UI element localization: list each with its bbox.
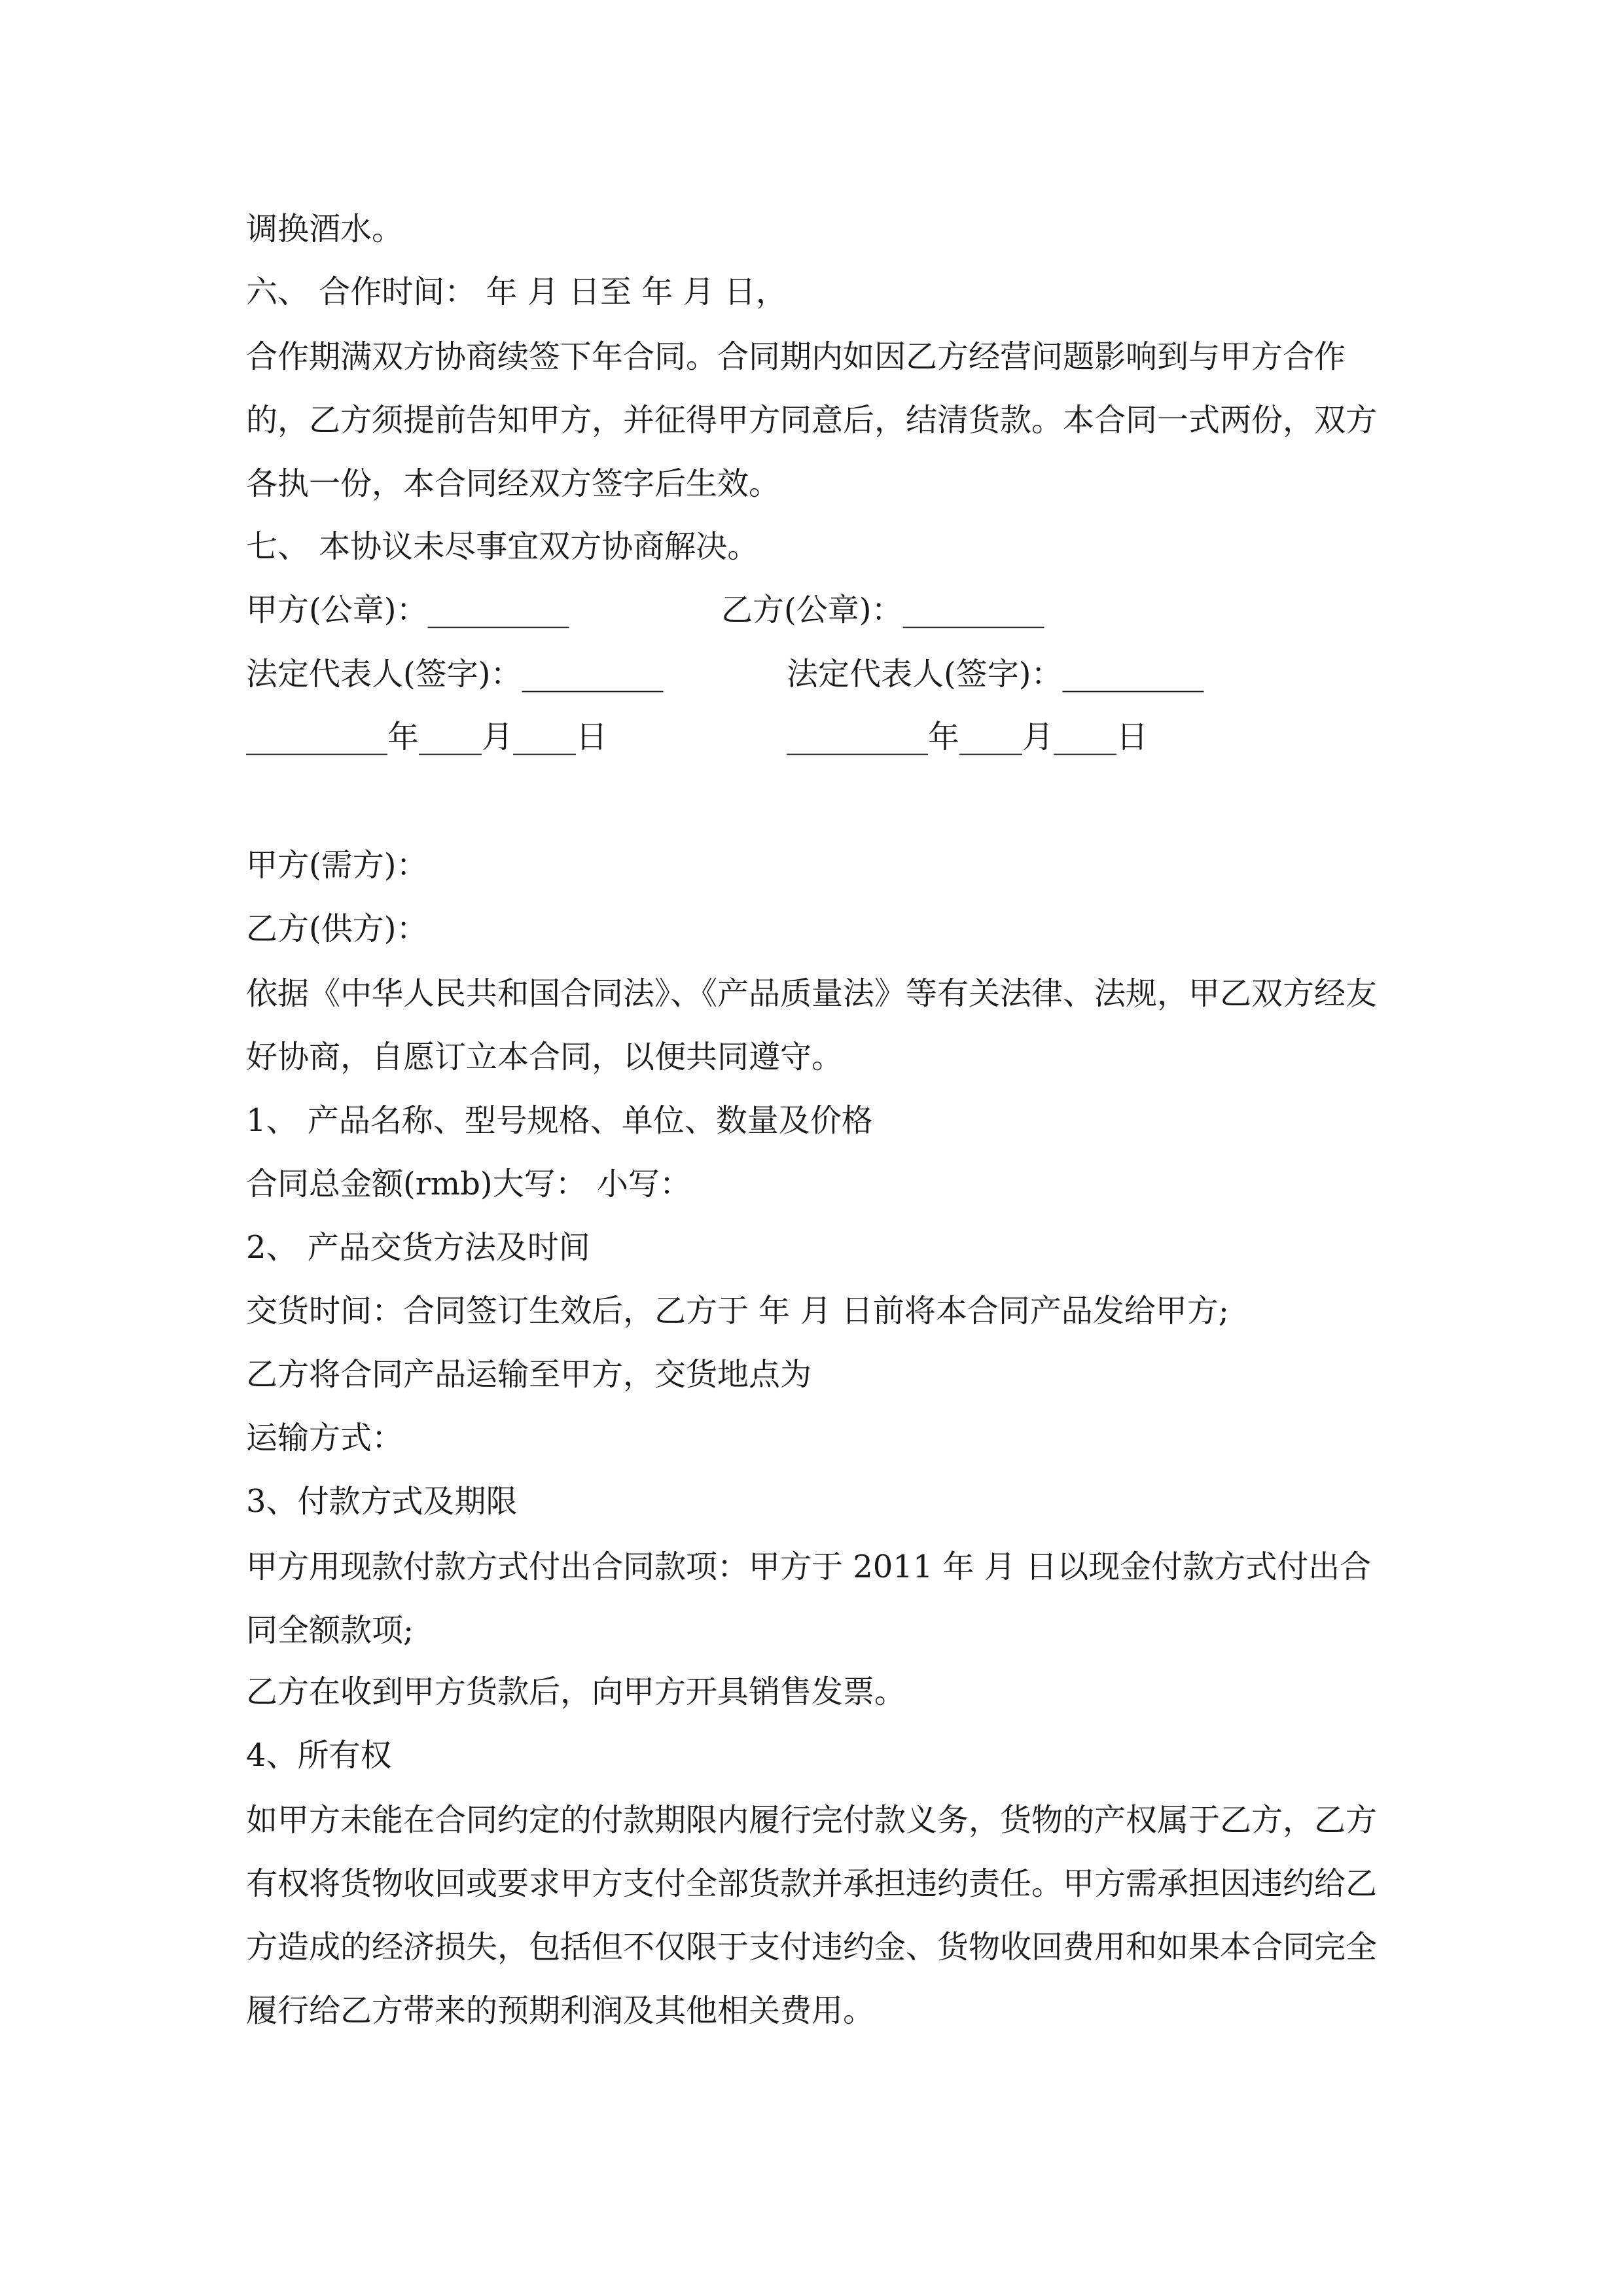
section-7: 七、 本协议未尽事宜双方协商解决。 — [246, 528, 759, 565]
clause-2-place: 乙方将合同产品运输至甲方，交货地点为 — [246, 1356, 812, 1393]
clause-4-heading: 4、所有权 — [246, 1737, 392, 1774]
section-6-heading: 六、 合作时间： 年 月 日至 年 月 日， — [246, 274, 787, 310]
section-6-body: 合作期满双方协商续签下年合同。合同期内如因乙方经营问题影响到与甲方合作的，乙方须提前告知甲方，并征得甲方同意后，结清货款。本合同一式两份，双方各执一份，本合同经双方签字后生效。 — [246, 338, 1378, 502]
party-b-rep: 法定代表人(签字)：_________ — [787, 656, 1204, 692]
intro-paragraph: 依据《中华人民共和国合同法》、《产品质量法》等有关法律、法规，甲乙双方经友好协商，自愿订立本合同，以便共同遵守。 — [246, 975, 1378, 1075]
clause-1-amount: 合同总金额(rmb)大写： 小写： — [246, 1166, 691, 1202]
clause-3-body: 甲方用现款付款方式付出合同款项：甲方于 2011 年 月 日以现金付款方式付出合同全额款项; — [246, 1549, 1372, 1649]
party-a-rep: 法定代表人(签字)：_________ — [246, 656, 664, 692]
party-a-date: _________年____月____日 — [246, 719, 608, 755]
clause-2-time: 交货时间：合同签订生效后，乙方于 年 月 日前将本合同产品发给甲方; — [246, 1293, 1229, 1329]
clause-2-transport: 运输方式： — [246, 1420, 404, 1456]
paragraph-top: 调换酒水。 — [246, 211, 404, 247]
clause-3-invoice: 乙方在收到甲方货款后，向甲方开具销售发票。 — [246, 1674, 906, 1710]
party-b-label: 乙方(供方)： — [246, 910, 428, 947]
clause-4-body: 如甲方未能在合同约定的付款期限内履行完付款义务，货物的产权属于乙方，乙方有权将货物收回或要求甲方支付全部货款并承担违约责任。甲方需承担因违约给乙方造成的经济损失，包括但不仅限于支付违约金、货物收回费用和如果本合同完全履行给乙方带来的预期利润及其他相关费用。 — [246, 1802, 1378, 2029]
clause-2-heading: 2、 产品交货方法及时间 — [246, 1229, 590, 1266]
clause-3-heading: 3、付款方式及期限 — [246, 1483, 518, 1520]
party-b-seal: 乙方(公章)：_________ — [721, 592, 1044, 628]
clause-1-heading: 1、 产品名称、型号规格、单位、数量及价格 — [246, 1102, 873, 1139]
party-a-label: 甲方(需方)： — [246, 847, 428, 884]
party-b-date: _________年____月____日 — [787, 719, 1149, 755]
party-a-seal: 甲方(公章)：_________ — [246, 592, 569, 628]
